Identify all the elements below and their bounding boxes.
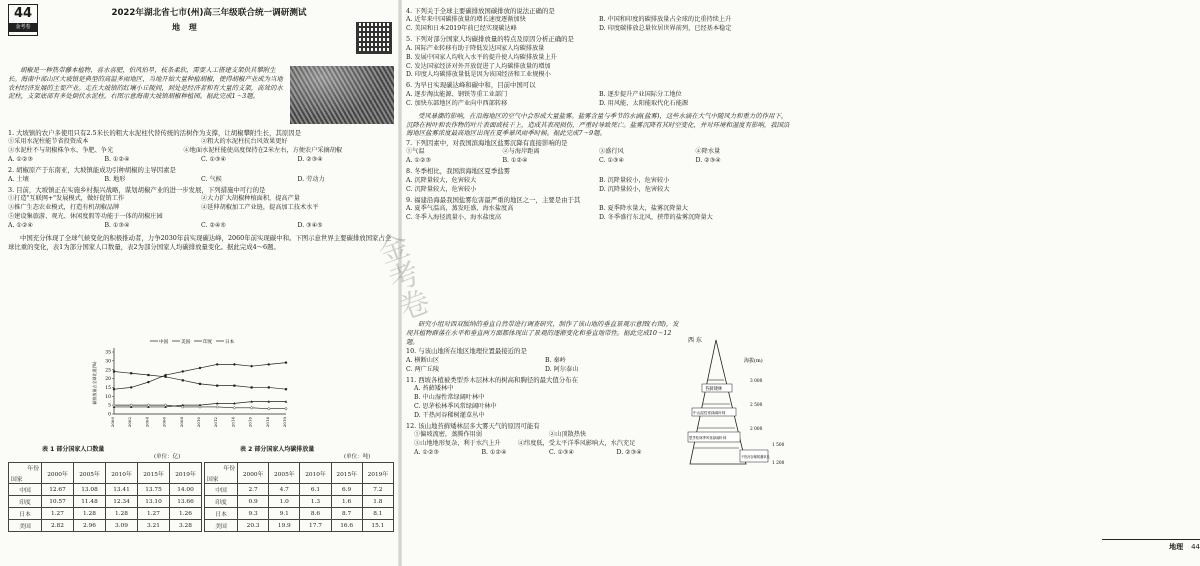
- data-point: [251, 386, 253, 388]
- data-point: [147, 374, 149, 376]
- series-line-中国: [114, 363, 286, 390]
- qr-code-icon: [356, 22, 392, 54]
- table-cell: 3.09: [106, 520, 138, 532]
- table-cell: 美国: [205, 520, 238, 532]
- table-header-cell: 2015年: [138, 463, 170, 484]
- zone-label-4: 干热河谷稀树灌草丛: [741, 455, 770, 459]
- question-1: 1. 大坡镇的农户多使用只有2.5米长的粗大水泥柱代替传统的活树作为支撑，让胡椒攀附生长，其原因是: [8, 129, 302, 137]
- table-2: [204, 462, 394, 532]
- table-cell: 12.34: [106, 496, 138, 508]
- table-cell: 13.10: [138, 496, 170, 508]
- table-cell: 8.1: [362, 508, 393, 520]
- alt-tick-3: 2 000: [750, 427, 763, 432]
- table-cell: 12.67: [42, 484, 74, 496]
- table-row: [9, 484, 202, 496]
- table-header-cell: 2019年: [362, 463, 393, 484]
- data-point: [285, 388, 287, 390]
- x-tick-label: 2018: [264, 417, 270, 428]
- x-tick-label: 2002: [127, 417, 133, 428]
- table-cell: 7.2: [362, 484, 393, 496]
- table-cell: 1.27: [42, 508, 74, 520]
- y-tick-label: 5: [108, 403, 111, 409]
- table-cell: 13.08: [74, 484, 106, 496]
- data-point: [216, 363, 218, 365]
- pepper-plantation-photo: [290, 66, 394, 124]
- table-row: [205, 520, 394, 532]
- data-point: [268, 407, 271, 410]
- table-cell: 0.9: [238, 496, 269, 508]
- legend-label: 美国: [181, 340, 191, 345]
- data-point: [113, 370, 115, 372]
- data-point: [182, 370, 184, 372]
- table-cell: 中国: [205, 484, 238, 496]
- y-tick-label: 10: [105, 394, 111, 400]
- table-cell: 2.96: [74, 520, 106, 532]
- table-cell: 3.21: [138, 520, 170, 532]
- question-12: 12. 该山地苔藓矮林层多大雾天气的原因可能有: [406, 421, 540, 430]
- x-tick-label: 2008: [178, 417, 184, 428]
- table-cell: 1.6: [331, 496, 362, 508]
- legend-label: 印度: [203, 340, 213, 345]
- data-point: [164, 404, 167, 407]
- data-point: [268, 386, 270, 388]
- series-line-美国: [114, 371, 286, 389]
- table-row: [205, 508, 394, 520]
- question-10: 10. 与该山地所在地区地理位置最接近的是: [406, 347, 527, 356]
- altitude-label: 海拔(m): [744, 358, 763, 364]
- table-cell: 14.00: [170, 484, 202, 496]
- data-point: [113, 404, 116, 407]
- direction-label: 西 东: [688, 337, 702, 344]
- table-cell: 2.82: [42, 520, 74, 532]
- table-1-caption: 表 1 部分国家人口数量: [42, 446, 105, 453]
- table-cell: 8.6: [300, 508, 331, 520]
- table-cell: 13.41: [106, 484, 138, 496]
- table-row: [9, 520, 202, 532]
- table-cell: 6.9: [331, 484, 362, 496]
- table-cell: 中国: [9, 484, 42, 496]
- question-3: 3. 目前，大坡镇正在实施乡村振兴战略，谋划胡椒产业的进一步发展，下列措施中可行的是: [8, 185, 266, 194]
- alt-tick-5: 1 200: [772, 461, 785, 466]
- legend-label: 中国: [159, 340, 169, 345]
- x-tick-label: 2014: [230, 417, 236, 428]
- table-cell: 13.66: [170, 496, 202, 508]
- data-point: [199, 367, 201, 369]
- data-point: [147, 404, 150, 407]
- y-tick-label: 15: [105, 386, 111, 392]
- data-point: [233, 406, 236, 409]
- zone-label-3: 思茅松林季风常绿阔叶林: [689, 436, 727, 440]
- data-point: [250, 406, 253, 409]
- data-point: [233, 363, 235, 365]
- table-cell: 日本: [9, 508, 42, 520]
- table-cell: 1.8: [362, 496, 393, 508]
- data-point: [216, 385, 218, 387]
- data-point: [182, 379, 184, 381]
- passage-4: 研究小组对西双版纳的垂直自然带进行调查研究，制作了该山地的垂直景观示意图(右图)，发现其植物群落在水平和垂直两方面都体现出了景观的逐渐变化和垂直地带性。据此完成10～12题。: [406, 320, 679, 346]
- table-row: [205, 484, 394, 496]
- table-cell: 13.75: [138, 484, 170, 496]
- table-cell: 20.3: [238, 520, 269, 532]
- table-header-cell: 2010年: [106, 463, 138, 484]
- table-1-unit: (单位：亿): [154, 454, 181, 460]
- table-cell: 11.48: [74, 496, 106, 508]
- table-1: [8, 462, 202, 532]
- x-tick-label: 2010: [196, 417, 201, 428]
- question-6: 6. 为早日实现碳达峰和碳中和，目前中国可以: [406, 81, 536, 90]
- mountain-outline: [690, 340, 746, 464]
- table-cell: 1.28: [74, 508, 106, 520]
- carbon-emission-line-chart: [90, 336, 290, 436]
- table-cell: 15.1: [362, 520, 393, 532]
- x-tick-label: 2016: [247, 417, 253, 428]
- data-point: [216, 406, 219, 409]
- x-tick-label: 2019: [282, 417, 287, 428]
- zone-label-2: 中山湿性常绿阔叶林: [693, 411, 726, 415]
- right-column: 4. 下列关于全球主要碳排放国碳排放的说法正确的是 A. 近年来中国碳排放量的增长速度逐渐加快 B. 中国和印度的碳排放量占全球的比重持续上升 C. 美国和日本2019年前已经实现碳达峰 D. 印度碳排放总量位居世界前列，已经基本稳定 5. 下列对部分国家人均碳排放量的特点及原因分析正确的是 A. 国际产业转移有助于降低发达国家人均碳排放量 B. 发展中国家人均收入水平的提升使人均碳排放量上升 C. 发达国家经济对外开放促进了人均碳排放量的增加 D. 印度人均碳排放量低是因为该国经济和工业规模小 6. 为早日实现碳达峰和碳中和，目前中国可以 A. 逐步淘汰能源、钢铁等重工业部门 B. 逐步提升产业国际分工地位 C. 加快东部地区的产业向中西部转移 D. 用风能、太阳能取代化石能源 受风暴潮的影响，在沿海地区的空气中会形成大量盐雾。盐雾含量与季节的水滴(盐雾)，这些水滴在大气中随风力和重力的作用下，沉降在树叶和农作物的叶片表面或枝干上，造成其表现损伤，严重时导致死亡。盐雾沉降有其时空变化，并对环境和湿度有影响，我国沿海地区盐雾浓度最高地区出现在夏季暴风雨季时候。据此完成7～9题。 7. 下列因素中，对我国滨海地区盐雾沉降有直接影响的是 ①气温 ②与海岸距离 ③盛行风 ④降水量 A. ①②③ B. ①②④ C. ①③④ D. ②③④ 8. 冬季相比，我国滨海地区夏季盐雾 A. 沉降量较大，危害较大 B. 沉降量较小，危害较小 C. 沉降量较大，危害较小 D. 沉降量较小，危害较大 9. 福建沿海最我国盐雾危害最严重的地区之一，主要是由于其 A. 夏季气温高，蒸发旺盛，海水盐度高 B. 夏季降水量大，盐雾沉降量大 C. 冬季入海径流量小，海水盐度高 D. 冬季盛行东北风，挟带的盐雾沉降量大 研究小组对西双版纳的垂直自然带进行调查研究，制作了该山地的垂直景观示意图(右图)，发现其植物群落在水平和垂直两方面都体现出了景观的逐渐变化和垂直地带性。据此完成10～12题。 10. 与该山地所在地区地理位置最接近的是 A. 横断山区 B. 秦岭 C. 两广丘陵 D. 阿尔泰山 11. 西坡各植被类型乔木层林木的树高和胸径的最大值分布在 A. 苔藓矮林中 B. 中山湿性常绿阔叶林中 C. 思茅松林季风常绿阔叶林中 D. 干热河谷稀树灌草丛中 12. 该山地苔藓矮林层多大雾天气的原因可能有 ①偏坡流密，蒸腾作用弱 ②山顶散热快 ③山地地形复杂，利于水汽上升 ④纬度低，受太平洋季风影响大，水汽充足 A. ①②③ B. ①②④ C. ①③④ D. ②③④ 地理 44: [404, 0, 796, 566]
- table-header-cell: 2000年: [42, 463, 74, 484]
- question-9: 9. 福建沿海最我国盐雾危害最严重的地区之一，主要是由于其: [406, 195, 581, 204]
- data-point: [130, 404, 133, 407]
- y-tick-label: 20: [105, 377, 111, 383]
- table-cell: 印度: [9, 496, 42, 508]
- subject-label: 地 理: [172, 22, 200, 32]
- alt-tick-4: 1 500: [772, 443, 785, 448]
- table-cell: 印度: [205, 496, 238, 508]
- y-tick-label: 30: [105, 359, 111, 365]
- table-cell: 9.1: [269, 508, 300, 520]
- left-column: 44 金考卷 2022年湖北省七市(州)高三年级联合统一调研测试 地 理 胡椒是一种热带藤本植物，喜水喜肥，怕风怕旱，枝条柔软，需要人工搭建支架供其攀附生长。海南中部山区大坡镇是典型的高温多雨地区，当地开始大量种植胡椒，使得胡椒产业成为当地农村经济发展的主要产业。走在大坡镇的红壤小丘陵间，到处是经济者和有大量的支架，高耸的水泥柱，支架底部有多处倒伏水泥柱。右图示意海南大坡镇胡椒种植园。据此完成1～3题。 1. 大坡镇的农户多使用只有2.5米长的粗大水泥柱代替传统的活树作为支撑，让胡椒攀附生长，其原因是 ①采用水泥柱能节省投资成本 ②粗大的水泥柱抗台风效果更好 ③水泥柱不与胡椒株争水、争肥、争光 ④地面水泥柱能使高度保持在2米左右，方便农户采摘胡椒 A. ①②③ B. ①②④ C. ①③④ D. ②③④ 2. 胡椒原产于东南亚，大坡镇能成功引种胡椒的主导因素是 A. 土壤 B. 地形 C. 气候 D. 劳动力 3. 目前，大坡镇正在实施乡村振兴战略，谋划胡椒产业的进一步发展，下列措施中可行的是 ①打造"互联网+"发展模式，做好促销工作 ②大力扩大胡椒种植面积，提高产量 ③推广生态农业模式，打造有机胡椒品牌 ④延伸胡椒加工产业链，提高加工技术水平 ⑤建设集旅游、观光、休闲度假等功能于一体的胡椒庄园 A. ①②④ B. ①③④ C. ②④⑤ D. ③④⑤ 中国充分体现了全球气候变化的积极推动者，力争2030年前实现碳达峰，2060年前实现碳中和。下图示意世界主要碳排放国家占全球比重的变化，表1为部分国家人口数量，表2为部分国家人均碳排放量变化。据此完成4～6题。 0 5 10 15 20 25 30 35 2000 2002 2004 2006 2008 2010 2012 2014 2016 2018 2019 碳排放量占全球比重(%) 中国 美国 印度 日本 表 1 部分国家人口数量 (单位：亿) 表 2 部分国家人均碳排放量 (单位：吨) 年份 国家 2000年 2005年 2010年 2015年 2019年 中国 12.67 13.08 13.41 13.75 14.00 印度 10.57 11.48 12.34 13.10 13.66 日本 1.27 1.28 1.28 1.27 1.26 美国 2.82 2.96 3.09 3.21 3.28 年份 国家 2000年 2005年 2010年 2015年 2019年 中国 2.7 4.7 6.1 6.9 7.2 印度 0.9 1.0 1.3 1.6 1.8 日本 9.3 9.1 8.6 8.7 8.1 美国 20.3 19.9 17.7 16.6 15.1: [4, 0, 396, 566]
- table-cell: 日本: [205, 508, 238, 520]
- data-point: [130, 386, 132, 388]
- page-badge: 44 金考卷: [8, 4, 38, 36]
- question-4: 4. 下列关于全球主要碳排放国碳排放的说法正确的是: [406, 7, 555, 15]
- table-cell: 16.6: [331, 520, 362, 532]
- y-tick-label: 35: [105, 350, 111, 356]
- table-cell: 2.7: [238, 484, 269, 496]
- page-footer: 地理 44: [1102, 539, 1200, 554]
- table-cell: 1.26: [170, 508, 202, 520]
- table-cell: 3.28: [170, 520, 202, 532]
- question-2: 2. 胡椒原产于东南亚，大坡镇能成功引种胡椒的主导因素是: [8, 166, 176, 175]
- table-corner: 年份 国家: [205, 463, 238, 484]
- question-8: 8. 冬季相比，我国滨海地区夏季盐雾: [406, 167, 510, 176]
- table-2-unit: (单位：吨): [344, 454, 371, 460]
- watermark: 金考卷: [368, 228, 433, 326]
- x-tick-label: 2004: [144, 417, 150, 428]
- table-cell: 19.9: [269, 520, 300, 532]
- legend-label: 日本: [225, 340, 235, 345]
- table-cell: 美国: [9, 520, 42, 532]
- table-cell: 9.3: [238, 508, 269, 520]
- y-axis-label: 碳排放量占全球比重(%): [92, 361, 97, 405]
- exam-title: 2022年湖北省七市(州)高三年级联合统一调研测试: [111, 8, 307, 18]
- data-point: [113, 388, 115, 390]
- y-tick-label: 0: [108, 412, 111, 418]
- alt-tick-1: 3 000: [750, 379, 763, 384]
- table-cell: 8.7: [331, 508, 362, 520]
- table-cell: 6.1: [300, 484, 331, 496]
- table-header-cell: 2000年: [238, 463, 269, 484]
- table-header-cell: 2005年: [269, 463, 300, 484]
- table-cell: 17.7: [300, 520, 331, 532]
- table-row: [9, 496, 202, 508]
- question-7: 7. 下列因素中，对我国滨海地区盐雾沉降有直接影响的是: [406, 139, 568, 148]
- data-point: [268, 363, 270, 365]
- x-tick-label: 2012: [213, 417, 219, 428]
- question-11: 11. 西坡各植被类型乔木层林木的树高和胸径的最大值分布在: [406, 375, 578, 384]
- alt-tick-2: 2 500: [750, 403, 763, 408]
- table-header-cell: 2010年: [300, 463, 331, 484]
- x-tick-label: 2006: [161, 417, 167, 428]
- zone-label-1: 苔藓矮林: [705, 387, 723, 392]
- table-header-cell: 2019年: [170, 463, 202, 484]
- passage-1: 胡椒是一种热带藤本植物，喜水喜肥，怕风怕旱，枝条柔软，需要人工搭建支架供其攀附生长。海南中部山区大坡镇是典型的高温多雨地区，当地开始大量种植胡椒，使得胡椒产业成为当地农村经济发展的主要产业。走在大坡镇的红壤小丘陵间，到处是经济者和有大量的支架，高耸的水泥柱，支架底部有多处倒伏水泥柱。右图示意海南大坡镇胡椒种植园。据此完成1～3题。: [8, 66, 283, 101]
- passage-2: 中国充分体现了全球气候变化的积极推动者，力争2030年前实现碳达峰，2060年前实现碳中和。下图示意世界主要碳排放国家占全球比重的变化，表1为部分国家人口数量，表2为部分国家人均碳排放量变化。据此完成4～6题。: [8, 233, 392, 251]
- table-header-cell: 2015年: [331, 463, 362, 484]
- data-point: [165, 376, 167, 378]
- x-tick-label: 2000: [110, 417, 115, 428]
- table-header-cell: 2005年: [74, 463, 106, 484]
- vertical-zone-diagram: [686, 332, 798, 472]
- data-point: [233, 385, 235, 387]
- table-cell: 1.3: [300, 496, 331, 508]
- data-point: [285, 361, 287, 363]
- table-cell: 1.27: [138, 508, 170, 520]
- data-point: [147, 381, 149, 383]
- table-corner: 年份 国家: [9, 463, 42, 484]
- data-point: [199, 383, 201, 385]
- table-row: [9, 508, 202, 520]
- table-cell: 10.57: [42, 496, 74, 508]
- passage-3: 受风暴潮的影响，在沿海地区的空气中会形成大量盐雾。盐雾含量与季节的水滴(盐雾)，这些水滴在大气中随风力和重力的作用下，沉降在树叶和农作物的叶片表面或枝干上，造成其表现损伤，严重时导致死亡。盐雾沉降有其时空变化，并对环境和湿度有影响，我国沿海地区盐雾浓度最高地区出现在夏季暴风雨季时候。据此完成7～9题。: [406, 111, 790, 138]
- table-cell: 1.0: [269, 496, 300, 508]
- table-row: [205, 496, 394, 508]
- table-2-caption: 表 2 部分国家人均碳排放量: [240, 446, 315, 453]
- data-point: [130, 372, 132, 374]
- question-5: 5. 下列对部分国家人均碳排放量的特点及原因分析正确的是: [406, 35, 574, 44]
- data-point: [250, 365, 252, 367]
- table-cell: 4.7: [269, 484, 300, 496]
- data-point: [285, 407, 288, 410]
- table-cell: 1.28: [106, 508, 138, 520]
- y-tick-label: 25: [105, 368, 111, 374]
